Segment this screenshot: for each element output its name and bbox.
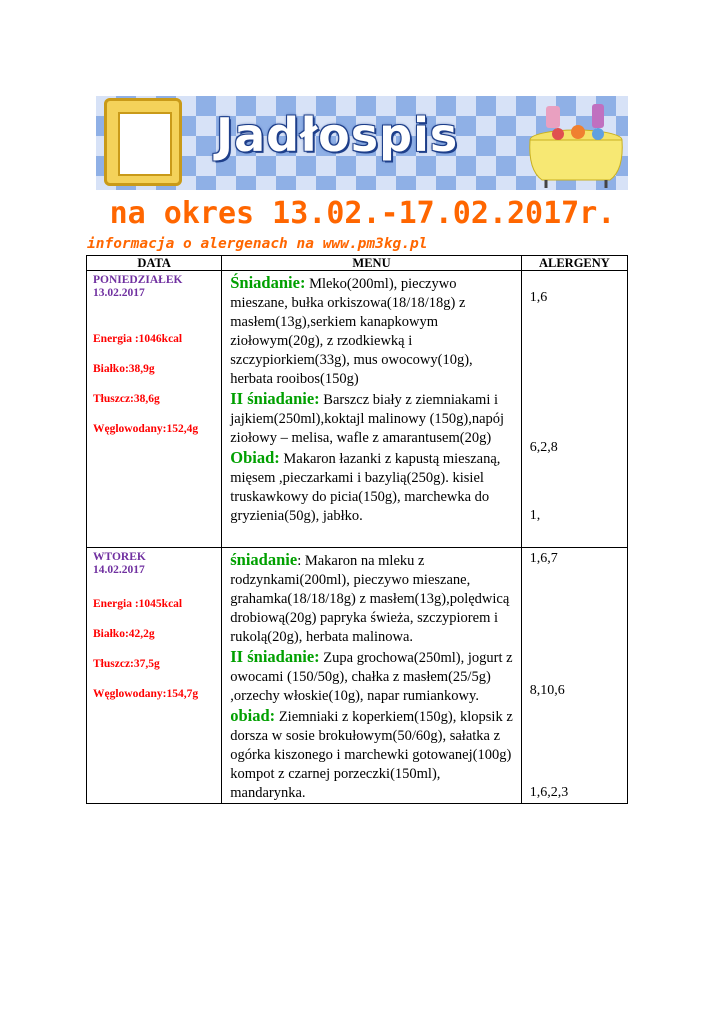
allergen-codes: 1, [529,508,541,523]
allergen-codes: 1,6,7 [529,551,558,566]
table-illustration [516,100,626,188]
allergen-codes: 1,6 [529,290,548,305]
energy-value: Energia :1045kcal [93,598,183,610]
photo-frame-inner [118,112,172,176]
carbs-value: Węglowodany:154,7g [93,688,199,700]
meal-text: Ziemniaki z koperkiem(150g), klopsik z dorsza w sosie brokułowym(50/60g), sałatka z ogórka kiszonego i marchewki gotowanej(100g) kompot z czarnej porzeczki(150ml), mandarynka. [230,709,513,801]
table-header-row [87,256,628,271]
allergen-codes: 1,6,2,3 [529,785,569,800]
meal [230,273,513,389]
meal-text: Makaron łazanki z kapustą mieszaną, mięsem ,pieczarkami i bazylią(250g). kisiel truskawkowy do picia(150g), marchewka do gryzienia(50g), jabłko. [230,451,501,524]
header-date: DATA [87,256,222,271]
meal-label: śniadanie [230,550,298,569]
allergens-cell [521,271,627,548]
header-banner [96,96,628,190]
header-allergens: ALERGENY [521,256,627,271]
fat-value: Tłuszcz:38,6g [93,393,160,405]
day-name: PONIEDZIAŁEK [93,274,183,286]
day-date: 13.02.2017 [93,287,145,299]
allergen-codes: 8,10,6 [529,683,565,698]
day-cell [87,548,222,804]
meal-text: Mleko(200ml), pieczywo mieszane, bułka orkiszowa(18/18/18g) z masłem(13g),serkiem kanapkowym ziołowym(20g), z rzodkiewką i szczypiorkiem(33g), mus owocowy(10g), herbata rooibos(150g) [230,276,473,387]
meal [230,448,513,526]
menu-cell [222,548,522,804]
meal-label: obiad: [230,706,276,725]
header-menu: MENU [222,256,522,271]
allergens-cell [521,548,627,804]
day-date: 14.02.2017 [93,564,145,576]
menu-cell [222,271,522,548]
meal-label: Śniadanie: [230,273,306,292]
meal-label: II śniadanie: [230,389,320,408]
period-heading: na okres 13.02.-17.02.2017r. [109,196,616,231]
allergen-info-text: informacja o alergenach na www.pm3kg.pl [87,236,428,252]
banner-title: Jadłospis [216,108,459,162]
energy-value: Energia :1046kcal [93,333,183,345]
meal-text: Barszcz biały z ziemniakami i jajkiem(250ml),koktajl malinowy (150g),napój ziołowy – melisa, wafle z amarantusem(20g) [230,392,505,446]
meal-label: Obiad: [230,448,280,467]
meal [230,647,513,706]
day-cell [87,271,222,548]
photo-frame [104,98,182,186]
allergen-codes: 6,2,8 [529,440,558,455]
protein-value: Białko:42,2g [93,628,155,640]
meal [230,389,513,448]
meal [230,706,513,803]
carbs-value: Węglowodany:152,4g [93,423,199,435]
meal [230,550,513,647]
meal-text: : Makaron na mleku z rodzynkami(200ml), pieczywo mieszane, grahamka(18/18/18g) z masłem(13g),polędwicą drobiową(20g) papryka świeża, szczypiorem i rukolą(20g), herbata malinowa. [230,553,510,645]
table-row [87,271,628,548]
menu-table [86,255,628,804]
table-row [87,548,628,804]
meal-label: II śniadanie: [230,647,320,666]
day-name: WTOREK [93,551,146,563]
fat-value: Tłuszcz:37,5g [93,658,160,670]
meal-text: Zupa grochowa(250ml), jogurt z owocami (150/50g), chałka z masłem(25/5g) ,orzechy włoskie(10g), napar rumiankowy. [230,650,513,704]
protein-value: Białko:38,9g [93,363,155,375]
